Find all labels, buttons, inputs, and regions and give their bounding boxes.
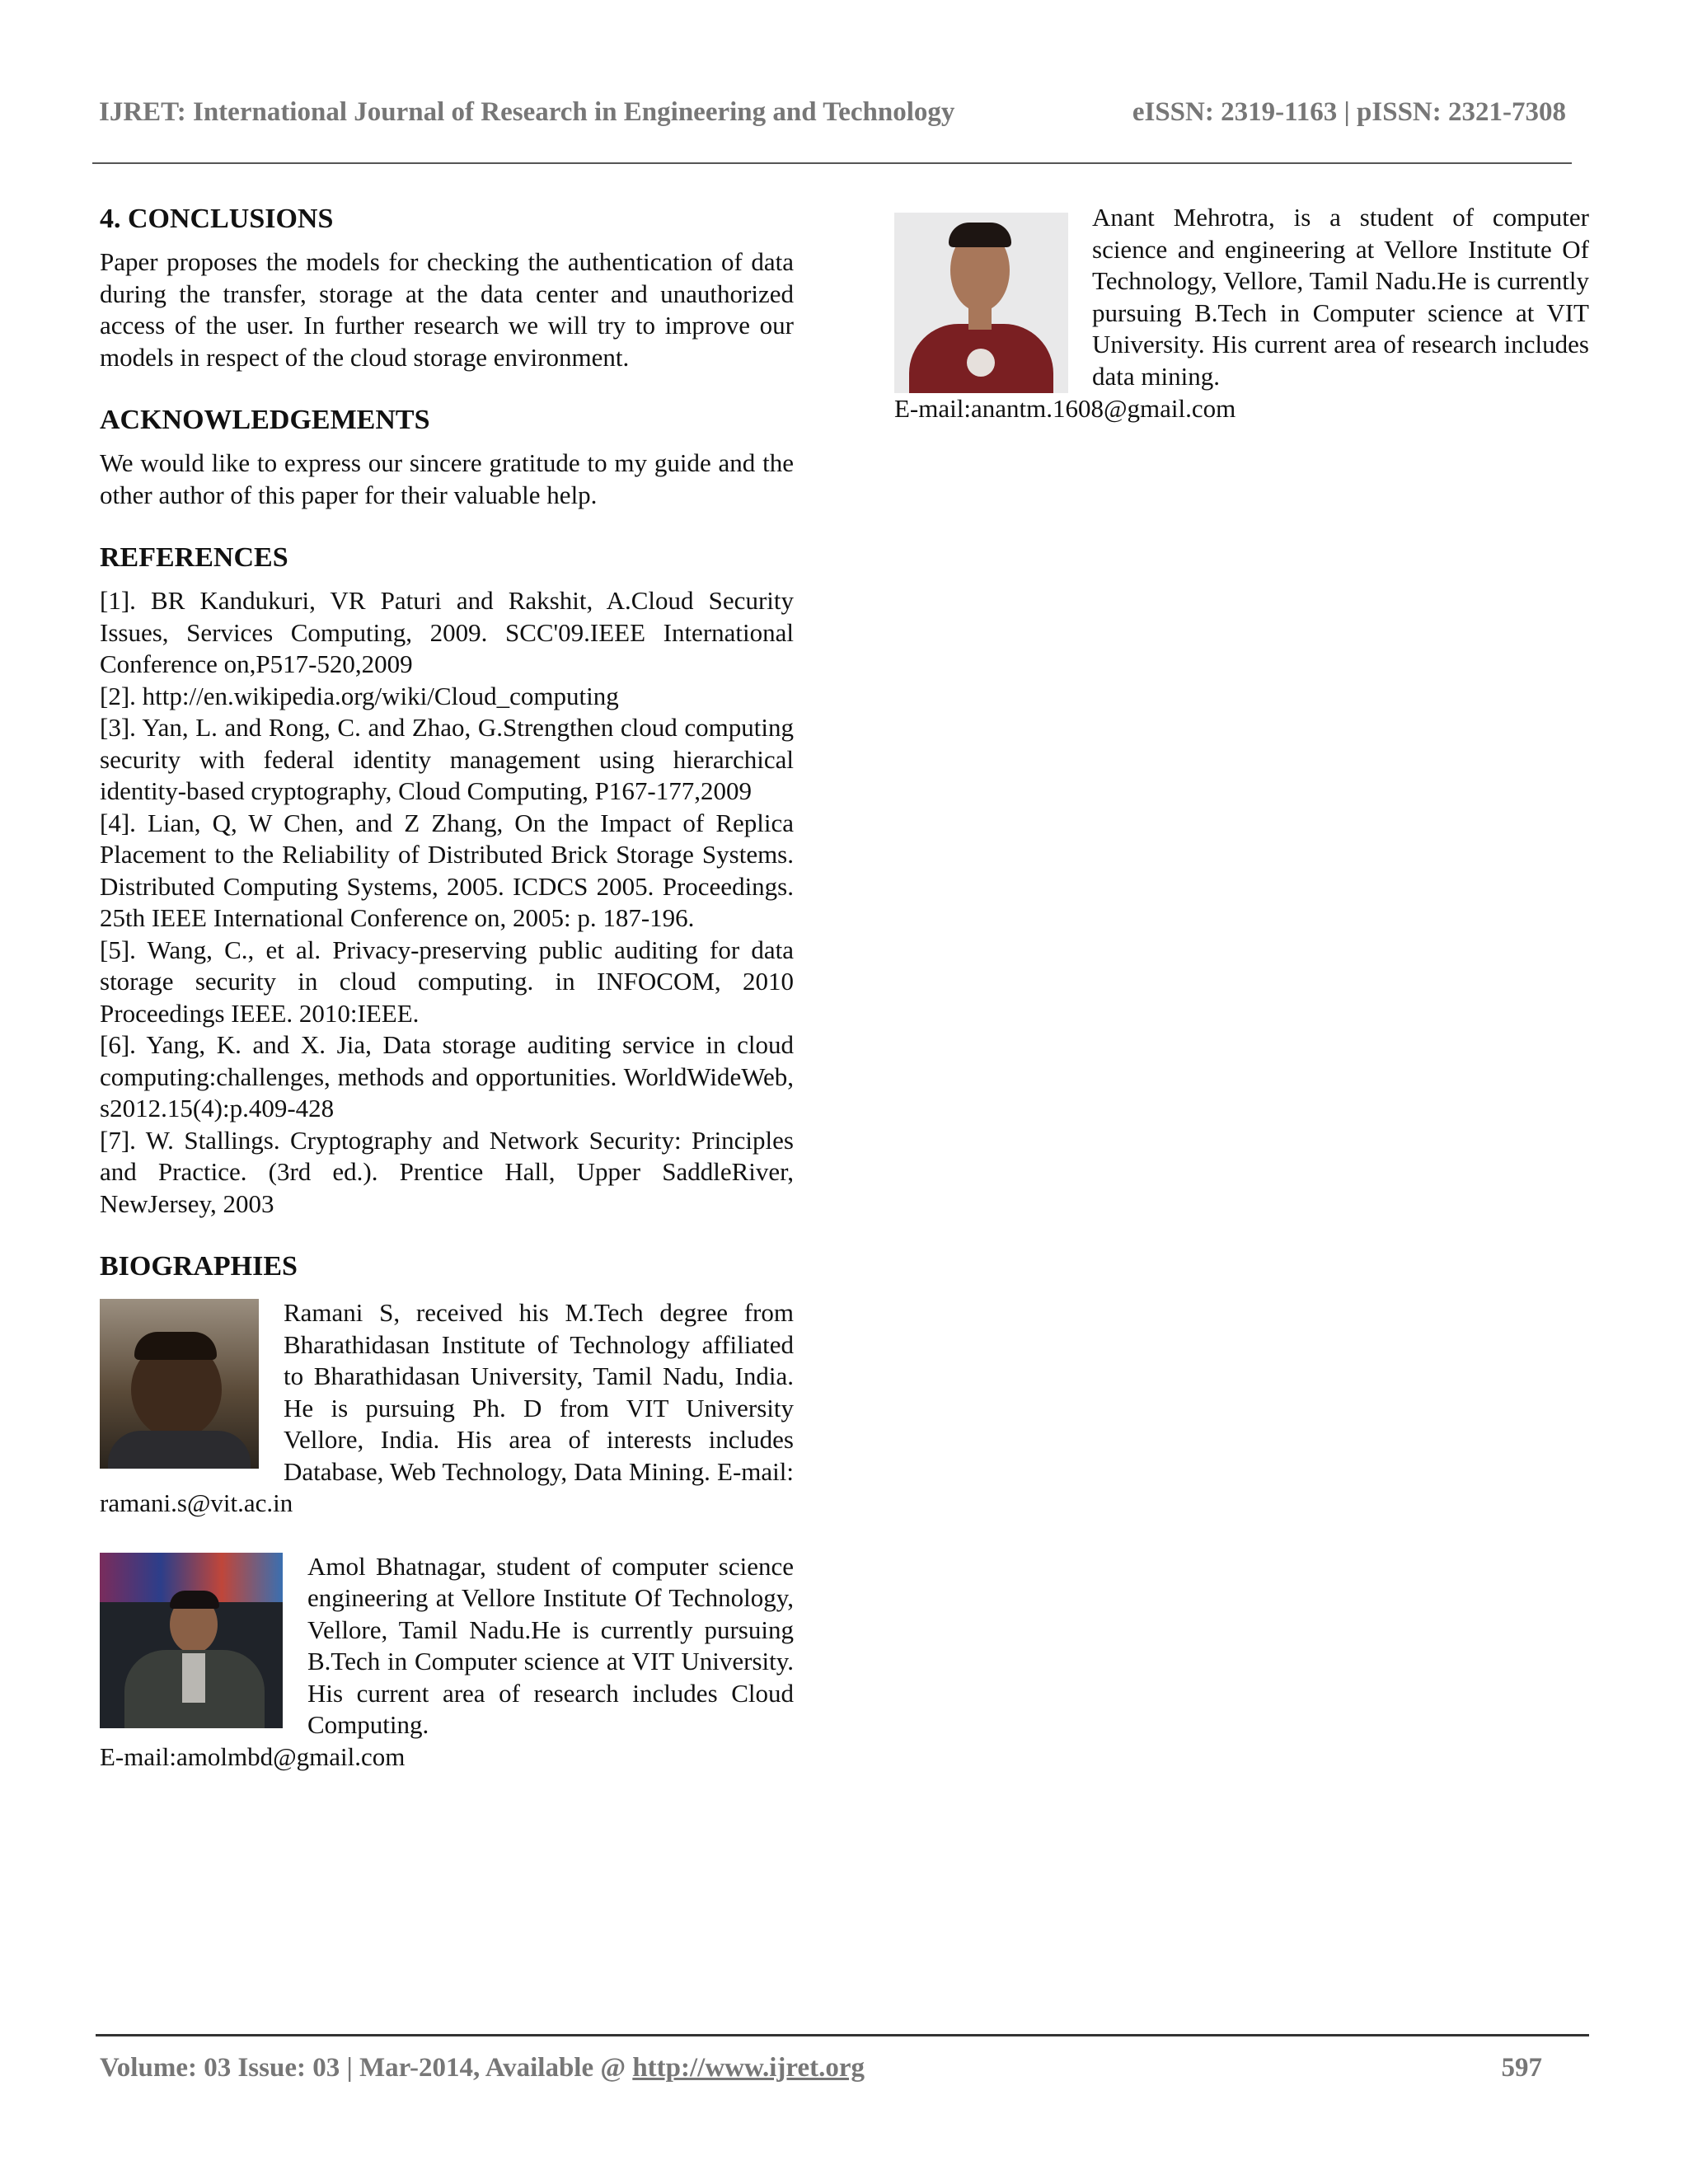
reference-item: [6]. Yang, K. and X. Jia, Data storage auditing service in cloud computing:challenges, methods and opportunities. WorldWideWeb, s2012.15(4):p.409-428 [100,1030,794,1122]
bio-amol-text: Amol Bhatnagar, student of computer science engineering at Vellore Institute Of Technology, Vellore, Tamil Nadu.He is currently pursuing B.Tech in Computer science at VIT University. His current area of research includes Cloud Computing. [307,1551,794,1739]
bio-anant-email: E-mail:anantm.1608@gmail.com [894,394,1236,423]
bio-amol [100,1551,794,1774]
bio-ramani [100,1297,794,1520]
references-list [100,585,794,1220]
journal-name: IJRET: International Journal of Research in Engineering and Technology [99,97,955,127]
conclusions-heading: 4. CONCLUSIONS [100,204,334,234]
footer-rule [96,2034,1589,2036]
left-column [100,202,794,1773]
author-photo-ramani [100,1299,259,1469]
references-heading: REFERENCES [100,542,288,573]
reference-item: [3]. Yan, L. and Rong, C. and Zhao, G.Strengthen cloud computing security with federal identity management using hierarchical identity-based cryptography, Cloud Computing, P167-177,2009 [100,713,794,805]
bio-amol-email: E-mail:amolmbd@gmail.com [100,1741,406,1771]
author-photo-amol [100,1553,283,1728]
reference-item: [1]. BR Kandukuri, VR Paturi and Rakshit, A.Cloud Security Issues, Services Computing, 2009. SCC'09.IEEE International Conference on,P517-520,2009 [100,586,794,678]
bio-anant-text: Anant Mehrotra, is a student of computer science and engineering at Vellore Institute Of Technology, Vellore, Tamil Nadu.He is currently pursuing B.Tech in Computer science at VIT University. His current area of research includes data mining. [1092,203,1589,391]
right-column [894,202,1589,425]
running-header [99,97,1566,128]
journal-url-link[interactable]: http://www.ijret.org [632,2053,865,2083]
bio-ramani-text: Ramani S, received his M.Tech degree from Bharathidasan Institute of Technology affiliated to Bharathidasan University, Tamil Nadu, India. He is pursuing Ph. D from VIT University Vellore, India. His area of interests includes Database, Web Technology, Data Mining. E-mail: ramani.s@vit.ac.in [100,1298,794,1517]
author-photo-anant [894,213,1068,393]
conclusions-text: Paper proposes the models for checking the authentication of data during the transfer, storage at the data center and unauthorized access of the user. In further research we will try to improve our models in respect of the cloud storage environment. [100,247,794,372]
page-number: 597 [1501,2053,1542,2083]
footer-volume-info [100,2053,865,2083]
acknowledgements-heading: ACKNOWLEDGEMENTS [100,405,430,435]
bio-anant [894,202,1589,425]
footer-volume: Volume: 03 Issue: 03 | Mar-2014, Available @ [100,2053,633,2083]
reference-item[interactable]: [2]. http://en.wikipedia.org/wiki/Cloud_computing [100,681,619,710]
reference-item: [5]. Wang, C., et al. Privacy-preserving public auditing for data storage security in cloud computing. in INFOCOM, 2010 Proceedings IEEE. 2010:IEEE. [100,935,794,1028]
reference-item: [4]. Lian, Q, W Chen, and Z Zhang, On the Impact of Replica Placement to the Reliability of Distributed Brick Storage Systems. Distributed Computing Systems, 2005. ICDCS 2005. Proceedings. 25th IEEE International Conference on, 2005: p. 187-196. [100,808,794,932]
header-rule [92,162,1572,164]
issn: eISSN: 2319-1163 | pISSN: 2321-7308 [1132,97,1566,127]
running-footer [100,2053,1542,2083]
reference-item: [7]. W. Stallings. Cryptography and Network Security: Principles and Practice. (3rd ed.). Prentice Hall, Upper SaddleRiver, NewJersey, 2003 [100,1125,794,1218]
acknowledgements-text: We would like to express our sincere gratitude to my guide and the other author of this paper for their valuable help. [100,448,794,509]
biographies-heading: BIOGRAPHIES [100,1251,298,1282]
